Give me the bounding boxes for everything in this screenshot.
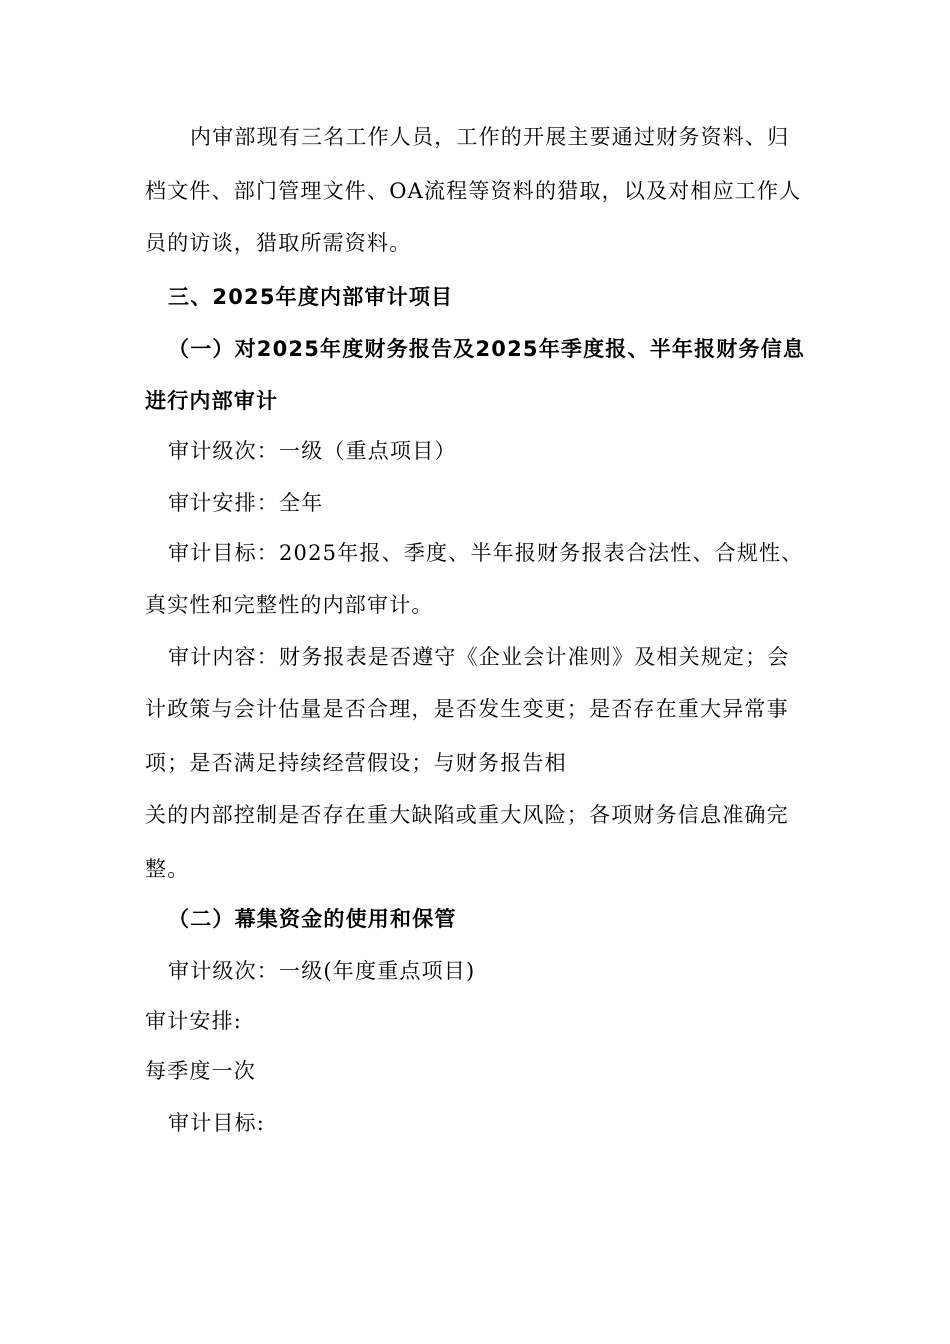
item-1-heading-line-1: （一）对2025年度财务报告及2025年季度报、半年报财务信息: [168, 337, 806, 361]
item-2-heading: （二）幕集资金的使用和保管: [168, 907, 457, 931]
item-1-audit-content-line-3: 项；是否满足持续经营假设；与财务报告相: [145, 751, 567, 775]
item-1-audit-content-line-4: 关的内部控制是否存在重大缺陷或重大风险；各项财务信息准确完: [145, 803, 789, 827]
item-1-heading-line-2: 进行内部审计: [145, 389, 279, 413]
intro-paragraph-line-3: 员的访谈，猎取所需资料。: [145, 231, 412, 255]
item-2-audit-schedule-label: 审计安排:: [145, 1009, 243, 1033]
section-heading-3: 三、2025年度内部审计项目: [168, 285, 454, 309]
item-1-audit-content-line-2: 计政策与会计估量是否合理，是否发生变更；是否存在重大异常事: [145, 697, 789, 721]
item-1-audit-schedule: 审计安排：全年: [168, 491, 324, 515]
item-1-audit-level: 审计级次：一级（重点项目）: [168, 439, 457, 463]
intro-paragraph-line-2: 档文件、部门管理文件、OA流程等资料的猎取，以及对相应工作人: [145, 179, 802, 203]
item-1-audit-content-line-5: 整。: [145, 857, 190, 881]
item-1-audit-content-line-1: 审计内容：财务报表是否遵守《企业会计准则》及相关规定；会: [168, 645, 790, 669]
item-2-audit-schedule-value: 每季度一次: [145, 1059, 256, 1083]
intro-paragraph-line-1: 内审部现有三名工作人员，工作的开展主要通过财务资料、归: [190, 125, 790, 149]
item-2-audit-level: 审计级次：一级(年度重点项目): [168, 959, 476, 983]
item-2-audit-goal-label: 审计目标:: [168, 1111, 266, 1135]
item-1-audit-goal-line-1: 审计目标：2025年报、季度、半年报财务报表合法性、合规性、: [168, 541, 804, 565]
item-1-audit-goal-line-2: 真实性和完整性的内部审计。: [145, 593, 434, 617]
